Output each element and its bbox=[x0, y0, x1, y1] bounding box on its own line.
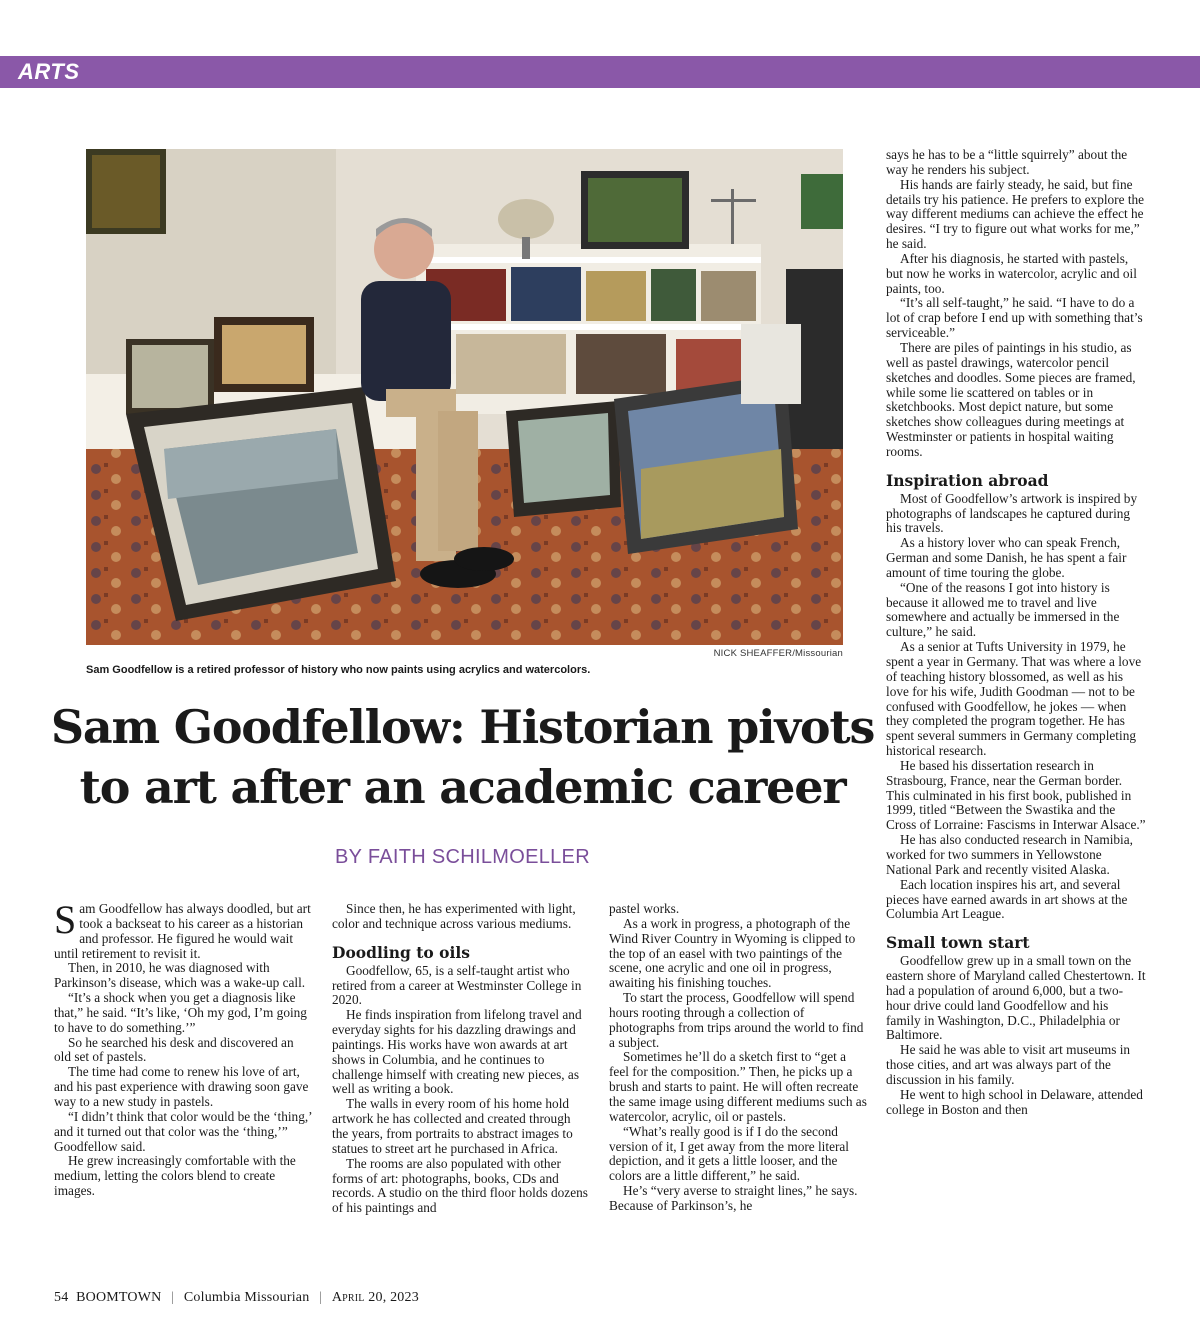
article-paragraph: says he has to be a “little squirrely” about the way he renders his subject. bbox=[886, 147, 1128, 177]
footer-separator: | bbox=[171, 1290, 175, 1305]
article-paragraph: The time had come to renew his love of art, and his past experience with drawing soon gave way to a new study in pastels. bbox=[54, 1064, 309, 1109]
article-paragraph: As a senior at Tufts University in 1979, he spent a year in Germany. That was where a love of teaching history blossomed, as well as his love for his wife, Judith Goodman — not to be confused with Goodfellow, he jokes — when they completed the program together. He has spent several summers in Germany completing historical research. bbox=[886, 639, 1142, 759]
article-paragraph: The rooms are also populated with other forms of art: photographs, books, CDs and records. A studio on the third floor holds dozens of his paintings and bbox=[332, 1155, 588, 1216]
photo-caption: Sam Goodfellow is a retired professor of history who now paints using acrylics and watercolors. bbox=[86, 664, 591, 676]
article-paragraph: Then, in 2010, he was diagnosed with Parkinson’s disease, which was a wake-up call. bbox=[54, 960, 306, 991]
article-paragraph: “It’s a shock when you get a diagnosis like that,” he said. “It’s like, ‘Oh my god, I’m going to have to do something.’” bbox=[54, 990, 307, 1035]
article-column-2 bbox=[332, 902, 590, 1216]
article-paragraph: “What’s really good is if I do the second version of it, I get away from the more literal depiction, and it gets a little looser, and the colors are a little different,” he said. bbox=[609, 1123, 849, 1184]
article-paragraph: “It’s all self-taught,” he said. “I have to do a lot of crap before I end up with something that’s serviceable.” bbox=[886, 295, 1143, 341]
article-paragraph: He has also conducted research in Namibia, worked for two summers in Yellowstone National Park and recently visited Alaska. bbox=[886, 832, 1133, 877]
article-column-3 bbox=[609, 902, 867, 1214]
photo-credit: NICK SHEAFFER/Missourian bbox=[713, 648, 843, 659]
subheading-small-town-start: Small town start bbox=[886, 933, 1030, 953]
article-paragraph: Goodfellow, 65, is a self-taught artist who retired from a career at Westminster College in 2020. bbox=[332, 962, 582, 1008]
byline: BY FAITH SCHILMOELLER bbox=[335, 846, 590, 868]
article-paragraph: Sometimes he’ll do a sketch first to “get a feel for the composition.” Then, he picks up a brush and starts to paint. He will often recreate the same image using different mediums such as watercolor, acrylic, oil or pastels. bbox=[609, 1049, 867, 1124]
headline-line-1: Sam Goodfellow: Historian pivots bbox=[50, 700, 875, 754]
article-paragraph: Goodfellow grew up in a small town on the eastern shore of Maryland called Chestertown. It had a population of around 6,000, but a two-hour drive could land Goodfellow and his family in Washington, D.C., Philadelphia or Baltimore. bbox=[886, 953, 1146, 1043]
article-paragraph: His hands are fairly steady, he said, but fine details try his patience. He prefers to explore the way different mediums can achieve the effect he desires. “I try to figure out what works for me,” he said. bbox=[886, 176, 1145, 252]
subheading-doodling-to-oils: Doodling to oils bbox=[332, 942, 470, 962]
page-footer bbox=[54, 1290, 419, 1306]
headline bbox=[40, 697, 885, 817]
footer-section: BOOMTOWN bbox=[76, 1290, 162, 1305]
section-label: ARTS bbox=[18, 59, 80, 84]
article-paragraph: “I didn’t think that color would be the ‘thing,’ and it turned out that color was the ‘thing,’” Goodfellow said. bbox=[54, 1108, 312, 1154]
footer-separator: | bbox=[319, 1290, 323, 1305]
article-column-4 bbox=[886, 148, 1146, 1117]
article-paragraph: Since then, he has experimented with light, color and technique across various mediums. bbox=[332, 901, 576, 931]
studio-photo-illustration bbox=[86, 149, 843, 645]
article-paragraph: He said he was able to visit art museums in those cities, and art was always part of the discussion in his family. bbox=[886, 1042, 1131, 1087]
footer-date: April 20, 2023 bbox=[331, 1290, 419, 1305]
feature-photo bbox=[86, 149, 843, 645]
article-paragraph: As a history lover who can speak French, German and some Danish, he has spent a fair amount of time touring the globe. bbox=[886, 535, 1127, 580]
section-bar bbox=[0, 56, 1200, 88]
article-paragraph: pastel works. bbox=[609, 901, 680, 916]
article-paragraph: To start the process, Goodfellow will spend hours rooting through a collection of photographs from trips around the world to find a subject. bbox=[609, 990, 864, 1050]
drop-cap: S bbox=[54, 897, 77, 942]
article-paragraph: The walls in every room of his home hold artwork he has collected and created through the years, from portraits to abstract images to statues to street art he purchased in Africa. bbox=[332, 1096, 573, 1156]
article-paragraph: Most of Goodfellow’s artwork is inspired by photographs of landscapes he captured during his travels. bbox=[886, 490, 1138, 536]
article-paragraph: He grew increasingly comfortable with the medium, letting the colors blend to create images. bbox=[54, 1153, 296, 1199]
footer-paper: Columbia Missourian bbox=[183, 1290, 310, 1305]
article-paragraph: Sam Goodfellow has always doodled, but art took a backseat to his career as a historian and professor. He figured he would wait until retirement to revisit it. bbox=[54, 897, 311, 961]
article-paragraph: So he searched his desk and discovered an old set of pastels. bbox=[54, 1034, 294, 1065]
headline-line-2: to art after an academic career bbox=[79, 760, 846, 814]
article-paragraph: He went to high school in Delaware, attended college in Boston and then bbox=[886, 1086, 1143, 1117]
article-paragraph: He based his dissertation research in Strasbourg, France, near the German border. This culminated in his first book, published in 1999, titled “Between the Swastika and the Cross of Lorraine: Fascisms in Interwar Alsace.” bbox=[886, 757, 1146, 833]
article-paragraph: After his diagnosis, he started with pastels, but now he works in watercolor, acrylic and oil paints, too. bbox=[886, 250, 1137, 296]
article-paragraph: He’s “very averse to straight lines,” he says. Because of Parkinson’s, he bbox=[609, 1183, 858, 1213]
article-paragraph: He finds inspiration from lifelong travel and everyday sights for his dazzling drawings and paintings. His works have won awards at art shows in Columbia, and he continues to challenge himself with creating new pieces, as well as writing a book. bbox=[332, 1007, 582, 1097]
subheading-inspiration-abroad: Inspiration abroad bbox=[886, 470, 1049, 490]
page-number: 54 bbox=[54, 1290, 69, 1305]
article-paragraph: Each location inspires his art, and several pieces have earned awards in art shows at the Columbia Art League. bbox=[886, 876, 1128, 922]
article-paragraph: As a work in progress, a photograph of the Wind River Country in Wyoming is clipped to the top of an easel with two paintings of the scene, one acrylic and one oil in progress, awaiting his finishing touches. bbox=[609, 915, 856, 991]
article-paragraph: “One of the reasons I got into history is because it allowed me to travel and live somewhere and actually be immersed in the culture,” he said. bbox=[886, 579, 1120, 640]
article-column-1 bbox=[54, 897, 312, 1199]
article-paragraph: There are piles of paintings in his studio, as well as pastel drawings, watercolor pencil sketches and doodles. Some pieces are framed, while some lie scattered on tables or in sketchbooks. Most depict nature, but some sketches show colleagues during meetings at Westminster or patients in hospital waiting rooms. bbox=[886, 339, 1136, 459]
